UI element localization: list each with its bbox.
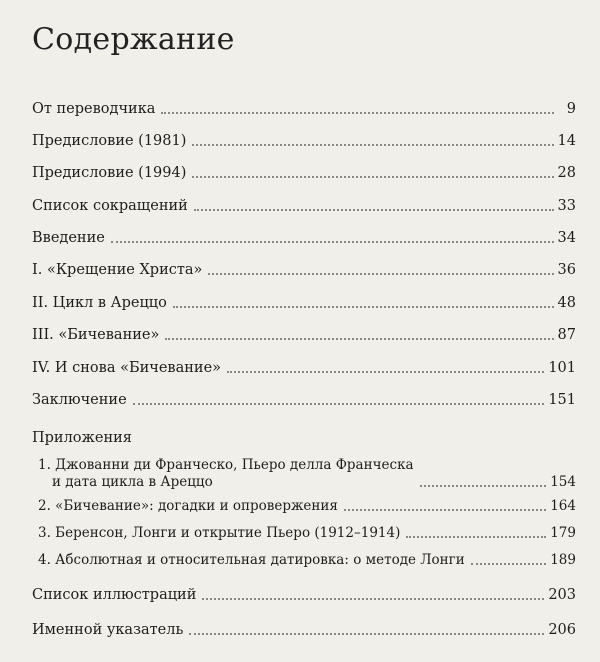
toc-entry-label: Заключение (32, 392, 127, 408)
toc-entry-label: IV. И снова «Бичевание» (32, 360, 222, 376)
toc-entry-page: 28 (557, 165, 576, 181)
toc-entry[interactable] (32, 586, 576, 604)
toc-entry-appendix[interactable] (38, 551, 576, 569)
dot-leader (406, 536, 546, 538)
toc-entry[interactable] (32, 164, 576, 182)
toc-entry-page: 164 (550, 498, 576, 514)
toc-entry[interactable] (32, 261, 576, 279)
toc-entry[interactable] (32, 391, 576, 409)
toc-entry-page: 33 (557, 198, 576, 214)
toc-entry-label-line2: и дата цикла в Ареццо (52, 474, 213, 490)
toc-entry[interactable] (32, 326, 576, 344)
toc-entry-page: 48 (557, 295, 576, 311)
toc-entry-label: III. «Бичевание» (32, 327, 160, 343)
dot-leader (194, 209, 554, 211)
toc-entry[interactable] (32, 359, 576, 377)
toc-entry-appendix[interactable] (38, 457, 576, 491)
toc-entry-label: Список сокращений (32, 198, 188, 214)
toc-entry-page: 34 (557, 230, 576, 246)
dot-leader (202, 598, 544, 600)
dot-leader (208, 273, 553, 275)
toc-entry-page: 206 (548, 622, 576, 638)
toc-entry[interactable] (32, 100, 576, 118)
dot-leader (227, 371, 544, 373)
dot-leader (189, 633, 544, 635)
toc-entry-label: Введение (32, 230, 105, 246)
dot-leader (165, 338, 553, 340)
toc-entry-page: 189 (550, 552, 576, 568)
toc-entry-label: Именной указатель (32, 622, 184, 638)
toc-entry-page: 101 (548, 360, 576, 376)
dot-leader (471, 563, 546, 565)
toc-entry-page: 14 (557, 133, 576, 149)
toc-entry-label-line1: 1. Джованни ди Франческо, Пьеро делла Франческа (38, 457, 414, 473)
dot-leader (344, 509, 546, 511)
toc-entry[interactable] (32, 229, 576, 247)
toc-entry[interactable] (32, 197, 576, 215)
toc-entry-page: 87 (557, 327, 576, 343)
page-title: Содержание (32, 22, 235, 57)
toc-entry-label: II. Цикл в Ареццо (32, 295, 167, 311)
toc-entry-page: 179 (550, 525, 576, 541)
toc-entry-label: 2. «Бичевание»: догадки и опровержения (38, 498, 338, 514)
toc-entry-label: 4. Абсолютная и относительная датировка: о методе Лонги (38, 552, 465, 568)
toc-entry[interactable] (32, 621, 576, 639)
toc-entry-label (38, 457, 414, 491)
appendix-heading: Приложения (32, 430, 132, 446)
toc-entry-page: 151 (548, 392, 576, 408)
dot-leader (173, 306, 554, 308)
toc-entry-page: 9 (566, 101, 576, 117)
toc-entry-label: I. «Крещение Христа» (32, 262, 203, 278)
dot-leader (111, 241, 554, 243)
dot-leader (161, 112, 554, 114)
dot-leader (133, 403, 545, 405)
toc-entry-appendix[interactable] (38, 497, 576, 515)
dot-leader (192, 144, 553, 146)
dot-leader (192, 176, 553, 178)
toc-entry-label: От переводчика (32, 101, 156, 117)
toc-entry-label: Список иллюстраций (32, 587, 197, 603)
toc-entry-page: 203 (548, 587, 576, 603)
toc-entry-label: Предисловие (1981) (32, 133, 187, 149)
toc-entry-page: 36 (557, 262, 576, 278)
toc-entry-appendix[interactable] (38, 524, 576, 542)
toc-entry-page: 154 (550, 474, 576, 490)
dot-leader (420, 485, 547, 487)
toc-entry[interactable] (32, 294, 576, 312)
toc-entry[interactable] (32, 132, 576, 150)
toc-entry-label: Предисловие (1994) (32, 165, 187, 181)
toc-entry-label: 3. Беренсон, Лонги и открытие Пьеро (1912–1914) (38, 525, 401, 541)
